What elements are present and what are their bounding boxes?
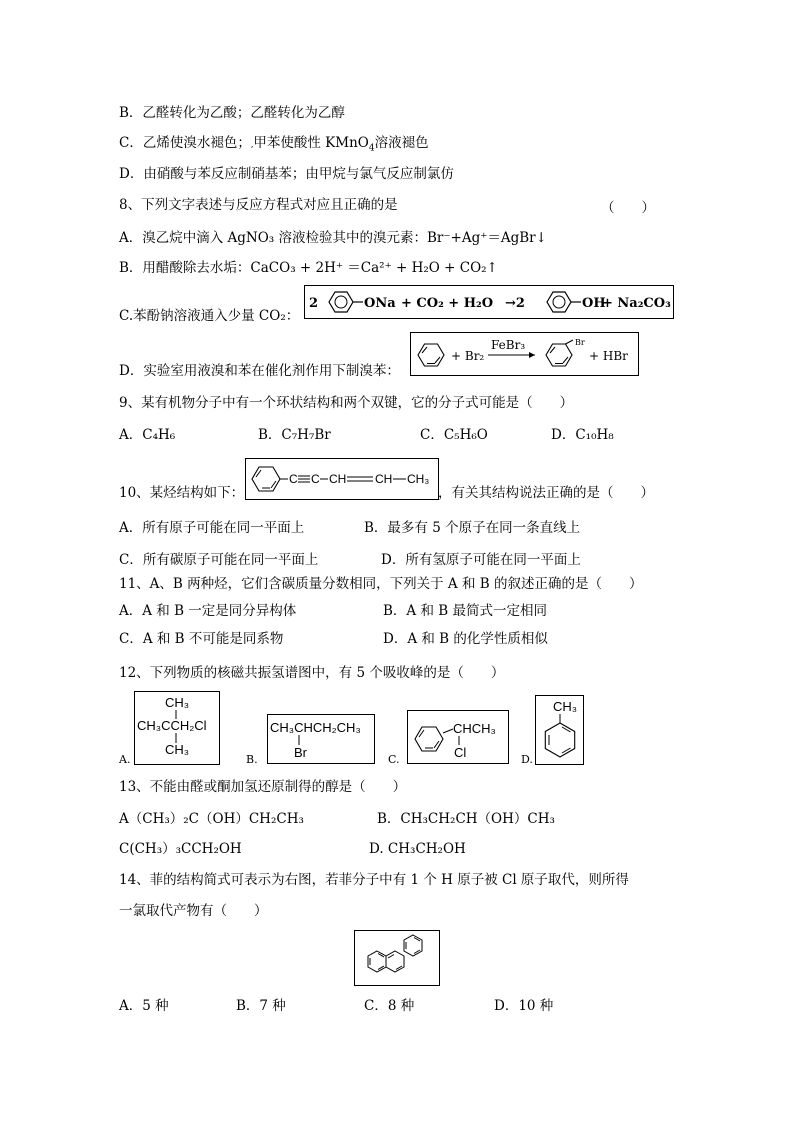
question-10-option-c: C．所有碳原子可能在同一平面上 (119, 552, 319, 568)
question-9-option-a: A．C₄H₆ (119, 427, 176, 443)
question-9-option-c: C．C₅H₆O (420, 427, 488, 443)
ring-middle (386, 951, 404, 972)
phenoxide-equation-figure (304, 285, 674, 319)
question-10-option-a: A．所有原子可能在同一平面上 (119, 520, 305, 536)
ch3-group: CH₃ (553, 699, 578, 714)
question-8-option-b: B．用醋酸除去水垢：CaCO₃ + 2H⁺ ＝Ca²⁺ + H₂O + CO₂↑ (119, 260, 498, 276)
question-10-part1: 10、某烃结构如下： (119, 485, 245, 501)
carbon-2: C (311, 472, 320, 486)
question-10-option-b: B．最多有 5 个原子在同一条直线上 (364, 520, 581, 536)
question-8-answer-paren: （ ） (601, 200, 655, 216)
q12-structure-d (535, 695, 584, 765)
ona-group: ONa (364, 296, 396, 311)
option-c-prev-sub: 4 (368, 143, 375, 154)
q12-structure-b-svg (268, 715, 374, 763)
chch3-group: CHCH₃ (453, 721, 496, 736)
carbon-1: C (289, 472, 298, 486)
yields-2: →2 (505, 296, 525, 311)
question-8-option-c: C.苯酚钠溶液通入少量 CO₂： (119, 308, 300, 324)
question-13-option-b: B．CH₃CH₂CH（OH）CH₃ (377, 811, 555, 827)
question-11-option-d: D．A 和 B 的化学性质相似 (383, 631, 548, 647)
question-14-option-d: D．10 种 (494, 998, 554, 1014)
br-substituent: Br (294, 745, 307, 760)
option-c-prev-part1: C．乙烯使溴水褪色； (119, 135, 251, 151)
catalyst-febr3: FeBr₃ (491, 338, 526, 352)
question-13-option-a: A（CH₃）₂C（OH）CH₂CH₃ (119, 811, 304, 827)
question-14-continued: 一氯取代产物有（ ） (119, 903, 268, 919)
question-13-option-c: C(CH₃）₃CCH₂OH (119, 841, 242, 857)
bromination-figure (410, 332, 639, 376)
benzene-ring-icon (418, 344, 444, 366)
bromination-svg (411, 333, 638, 375)
question-14-option-b: B．7 种 (236, 998, 286, 1014)
sodium-carbonate: + Na₂CO₃ (602, 296, 671, 311)
phenoxide-equation-svg (305, 286, 673, 318)
option-b-prev: B．乙醛转化为乙酸；乙醛转化为乙醇 (119, 105, 345, 121)
question-11: 11、A、B 两种烃，它们含碳质量分数相同，下列关于 A 和 B 的叙述正确的是（ ） (119, 576, 643, 592)
question-10-part2: ，有关其结构说法正确的是（ ） (438, 485, 654, 501)
ch3-group: CH₃ (407, 472, 430, 486)
question-12-label-a: A. (119, 753, 131, 766)
benzene-ring-icon (547, 292, 571, 312)
coef-2: 2 (309, 296, 319, 311)
question-9-option-b: B．C₇H₇Br (258, 427, 331, 443)
main-chain: CH₃CCH₂Cl (137, 718, 207, 733)
q12-structure-c (407, 710, 509, 764)
ch-1: CH (329, 472, 347, 486)
question-11-option-c: C．A 和 B 不可能是同系物 (119, 631, 284, 647)
question-13: 13、不能由醛或酮加氢还原制得的醇是（ ） (119, 779, 407, 795)
benzene-ring-icon (545, 723, 574, 757)
question-9: 9、某有机物分子中有一个环状结构和两个双键，它的分子式可能是（ ） (119, 395, 574, 411)
question-12: 12、下列物质的核磁共振氢谱图中，有 5 个吸收峰的是（ ） (119, 665, 505, 681)
option-c-prev-part2: 甲苯使酸性 KMnO (253, 135, 369, 151)
option-c-prev: C．乙烯使溴水褪色；,甲苯使酸性 KMnO$_4$溶液褪色 (119, 135, 429, 154)
br-substituent: Br (575, 338, 585, 347)
benzene-ring-icon (415, 727, 443, 751)
question-8-option-a: A．溴乙烷中滴入 AgNO₃ 溶液检验其中的溴元素：Br⁻+Ag⁺＝AgBr↓ (119, 230, 547, 246)
question-13-option-d: D. CH₃CH₂OH (369, 841, 466, 857)
br2-reagent: + Br₂ (451, 349, 485, 363)
ring-left (368, 951, 386, 972)
question-12-label-d: D. (521, 753, 533, 766)
benzene-ring-icon (329, 292, 353, 312)
question-8-option-d: D．实验室用液溴和苯在催化剂作用下制溴苯： (119, 363, 400, 379)
ring-top-right (404, 935, 422, 956)
question-10-option-d: D．所有氢原子可能在同一平面上 (381, 552, 581, 568)
hbr-product: + HBr (589, 349, 628, 363)
q12-structure-a-svg (135, 692, 219, 764)
cl-substituent: Cl (454, 745, 467, 760)
q12-structure-c-svg (408, 711, 508, 763)
q12-structure-b (267, 714, 375, 764)
question-11-option-a: A．A 和 B 一定是同分异构体 (119, 603, 297, 619)
q10-structure-svg (246, 459, 438, 499)
question-8: 8、下列文字表述与反应方程式对应且正确的是 (119, 197, 398, 213)
question-12-label-c: C. (388, 753, 400, 766)
question-9-option-d: D．C₁₀H₈ (551, 427, 614, 443)
phenanthrene-figure (354, 930, 440, 986)
question-14-option-c: C．8 种 (364, 998, 415, 1014)
question-11-option-b: B．A 和 B 最简式一定相同 (383, 603, 547, 619)
phenanthrene-svg (355, 931, 439, 985)
question-12-label-b: B. (246, 753, 258, 766)
benzene-ring-icon (252, 467, 280, 491)
q10-structure-figure (245, 458, 439, 500)
question-14: 14、菲的结构简式可表示为右图，若菲分子中有 1 个 H 原子被 Cl 原子取代，则所得 (119, 872, 629, 888)
ch-2: CH (375, 472, 393, 486)
bromobenzene-ring-icon (546, 340, 573, 366)
option-d-prev: D．由硝酸与苯反应制硝基苯；由甲烷与氯气反应制氯仿 (119, 166, 454, 182)
question-14-option-a: A．5 种 (119, 998, 169, 1014)
oh-group: OH (582, 296, 606, 311)
co2-water: + CO₂ + H₂O (401, 296, 494, 311)
main-chain: CH₃CHCH₂CH₃ (270, 720, 361, 735)
ch3-bottom: CH₃ (165, 742, 190, 757)
q12-structure-a (134, 691, 220, 765)
option-c-prev-part3: 溶液褪色 (374, 135, 429, 151)
q12-structure-d-svg (536, 696, 583, 764)
ch3-top: CH₃ (165, 695, 190, 710)
